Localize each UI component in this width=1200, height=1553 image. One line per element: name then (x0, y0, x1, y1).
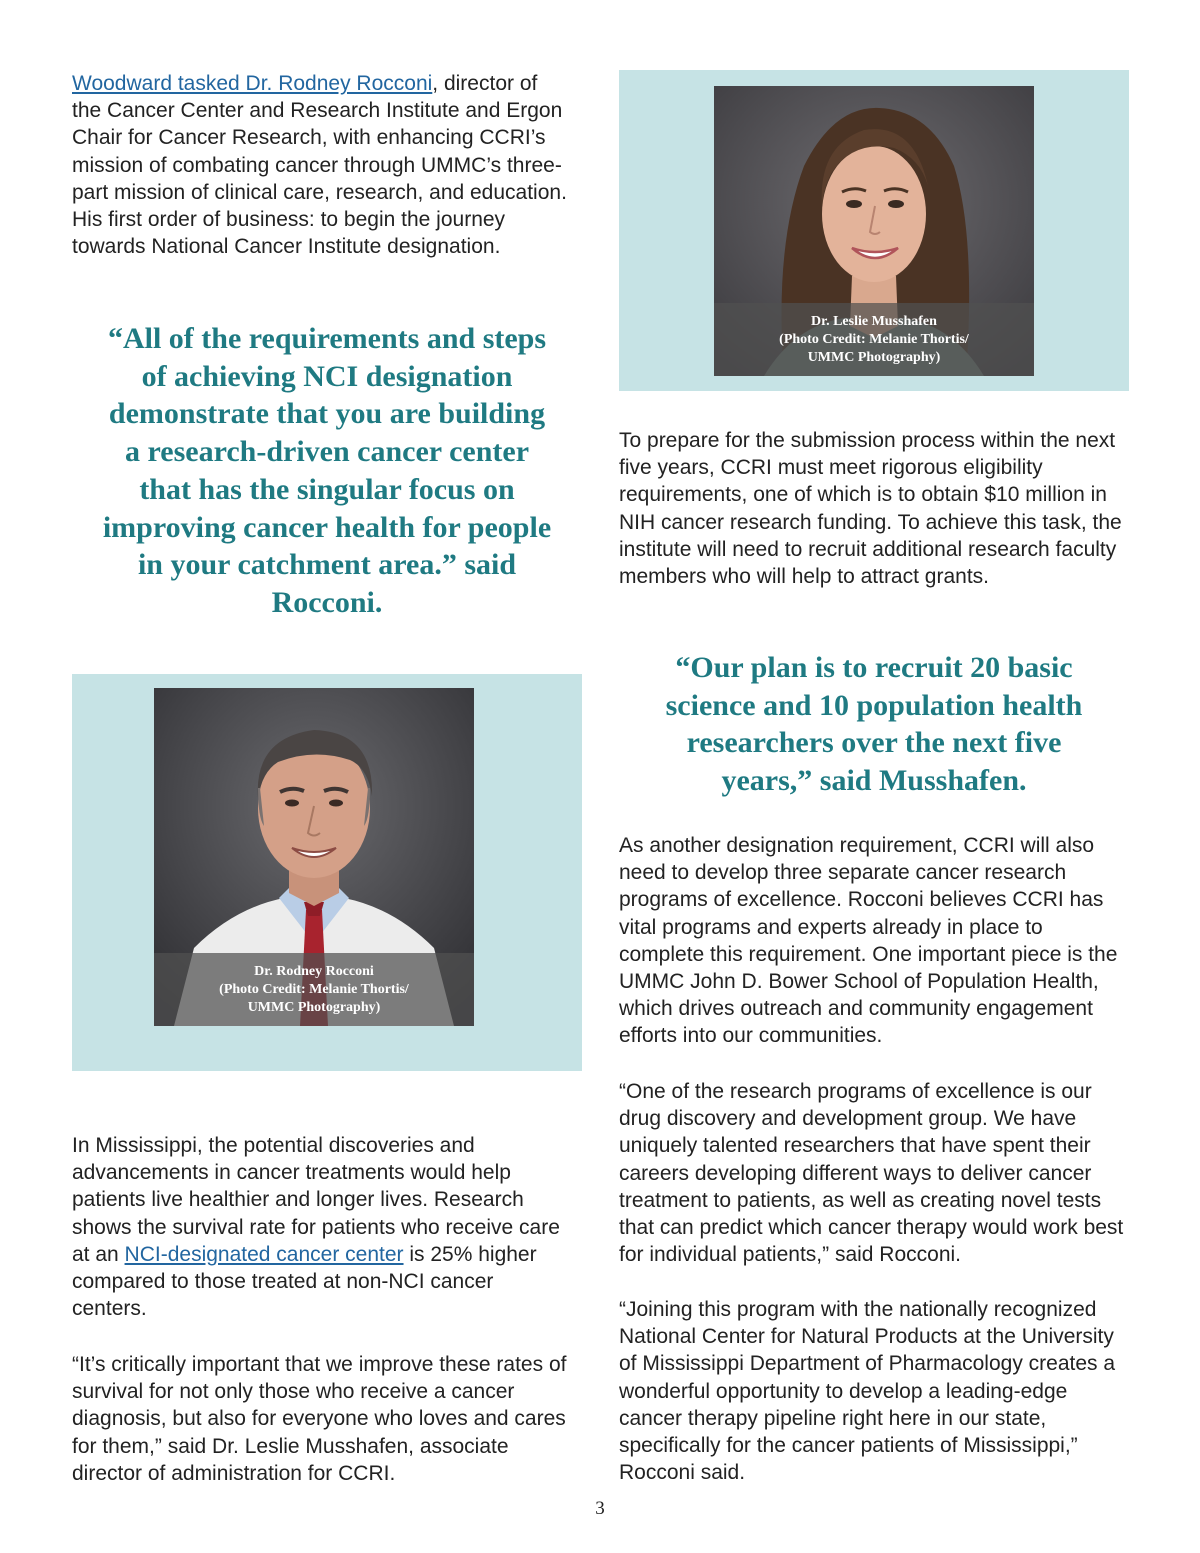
musshafen-caption-name: Dr. Leslie Musshafen (811, 314, 937, 329)
intro-text: , director of the Cancer Center and Research Institute and Ergon Chair for Cancer Research, with enhancing CCRI’s mission of combating cancer through UMMC’s three-part mission of clinical care, research, and education. His first order of business: to begin the journey towards National Cancer Institute designation. (72, 72, 567, 259)
joining-paragraph: “Joining this program with the nationally recognized National Center for Natural Products at the University of Mississippi Department of Pharmacology creates a wonderful opportunity to develop a leading-edge cancer therapy pipeline right here in our state, specifically for the cancer patients of Mississippi,” Rocconi said. (619, 1298, 1116, 1485)
musshafen-pull-quote: “Our plan is to recruit 20 basic science and 10 population health researchers over the next five years,” said Musshafen. (665, 651, 1083, 798)
musshafen-photo-panel (619, 70, 1129, 391)
rocconi-photo-caption (154, 953, 474, 1026)
mississippi-paragraph (72, 1132, 568, 1322)
musshafen-caption-credit-line1: (Photo Credit: Melanie Thortis/ (779, 332, 969, 347)
intro-paragraph (72, 70, 568, 260)
page-number: 3 (595, 1498, 605, 1519)
drug-discovery-paragraph: “One of the research programs of excellence is our drug discovery and development group. We have uniquely talented researchers that have spent their careers developing different ways to deliver cancer treatment to patients, as well as creating novel tests that can predict which cancer therapy would work best for individual patients,” said Rocconi. (619, 1080, 1124, 1267)
rocconi-link[interactable]: Woodward tasked Dr. Rodney Rocconi (72, 72, 433, 95)
nci-center-link[interactable]: NCI-designated cancer center (124, 1242, 404, 1266)
rocconi-pull-quote: “All of the requirements and steps of achieving NCI designation demonstrate that you are building a research-driven cancer center that has the singular focus on improving cancer health for people in your catchment area.” said Rocconi. (102, 322, 552, 619)
requirement-paragraph: As another designation requirement, CCRI will also need to develop three separate cancer research programs of excellence. Rocconi believes CCRI has vital programs and experts already in place to complete this requirement. One important piece is the UMMC John D. Bower School of Population Health, which drives outreach and community engagement efforts into our communities. (619, 834, 1118, 1048)
mississippi-text-after: is 25% higher compared to those treated at non-NCI cancer centers. (72, 1242, 537, 1321)
rocconi-caption-name: Dr. Rodney Rocconi (254, 964, 374, 979)
mississippi-text-before: In Mississippi, the potential discoveries and advancements in cancer treatments would help patients live healthier and longer lives. Research shows the survival rate for patients who receive care at an (72, 1134, 560, 1266)
prepare-paragraph: To prepare for the submission process within the next five years, CCRI must meet rigorous eligibility requirements, one of which is to obtain $10 million in NIH cancer research funding. To achieve this task, the institute will need to recruit additional research faculty members who will help to attract grants. (619, 429, 1122, 589)
musshafen-quote-paragraph: “It’s critically important that we improve these rates of survival for not only those who receive a cancer diagnosis, but also for everyone who loves and cares for them,” said Dr. Leslie Musshafen, associate director of administration for CCRI. (72, 1353, 567, 1485)
rocconi-caption-credit-line2: UMMC Photography) (247, 1000, 381, 1015)
rocconi-portrait (154, 688, 474, 1026)
musshafen-photo-caption (714, 303, 1034, 376)
musshafen-portrait (714, 86, 1034, 376)
musshafen-caption-credit-line2: UMMC Photography) (807, 350, 941, 365)
rocconi-caption-credit-line1: (Photo Credit: Melanie Thortis/ (219, 982, 409, 997)
rocconi-photo-panel (72, 674, 582, 1071)
